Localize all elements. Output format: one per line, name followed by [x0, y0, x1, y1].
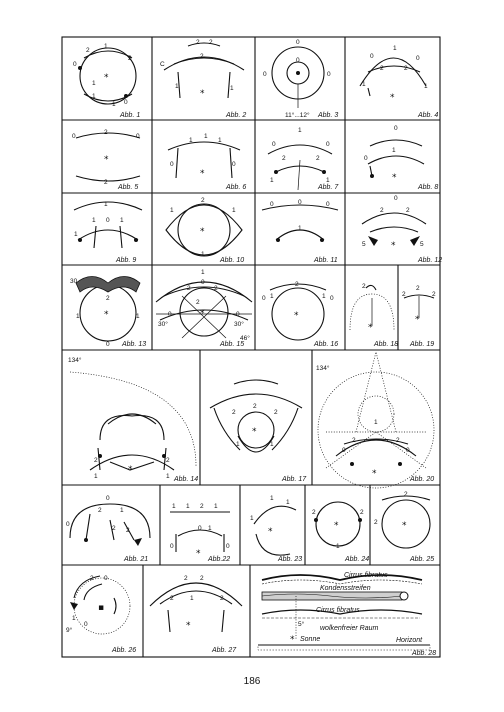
svg-text:0: 0: [66, 521, 70, 528]
svg-text:0: 0: [72, 133, 76, 140]
svg-text:2: 2: [380, 207, 384, 214]
svg-text:2: 2: [196, 299, 200, 306]
caption-abb-9: Abb. 9: [116, 257, 137, 264]
svg-text:*: *: [196, 549, 201, 559]
figure-abb-2: [160, 39, 246, 119]
svg-text:0: 0: [326, 141, 330, 148]
svg-text:0: 0: [168, 311, 172, 318]
svg-text:*: *: [294, 311, 299, 321]
caption-abb-26: Abb. 26: [112, 647, 137, 654]
figure-abb-25: [374, 491, 434, 563]
caption-abb-18: Abb. 18: [374, 341, 399, 348]
svg-text:0: 0: [170, 543, 174, 550]
svg-text:*: *: [368, 323, 373, 333]
svg-text:0: 0: [104, 575, 108, 582]
abb-26-angle: 9°: [66, 627, 73, 634]
caption-abb-23: Abb. 23: [278, 556, 303, 563]
svg-text:0: 0: [170, 161, 174, 168]
svg-text:0: 0: [406, 447, 410, 454]
svg-text:2: 2: [126, 527, 130, 534]
figure-abb-7: [268, 127, 339, 191]
svg-text:5: 5: [362, 241, 366, 248]
figure-abb-19: [402, 285, 436, 348]
svg-text:2: 2: [432, 291, 436, 298]
caption-abb-25: Abb. 25: [410, 556, 435, 563]
abb-28-clear-space: wolkenfreier Raum: [320, 625, 379, 632]
page-number: 186: [243, 676, 261, 687]
svg-text:0: 0: [106, 341, 110, 348]
svg-text:2: 2: [200, 53, 204, 60]
svg-text:0: 0: [394, 195, 398, 202]
svg-text:1: 1: [270, 177, 274, 184]
svg-text:5: 5: [420, 241, 424, 248]
svg-text:2: 2: [209, 39, 213, 46]
svg-text:1: 1: [92, 217, 96, 224]
svg-text:2: 2: [112, 525, 116, 532]
svg-text:1: 1: [201, 269, 205, 276]
svg-text:0: 0: [198, 525, 202, 532]
svg-text:1: 1: [250, 515, 254, 522]
svg-text:0: 0: [84, 621, 88, 628]
svg-text:0: 0: [270, 201, 274, 208]
svg-text:1: 1: [298, 127, 302, 134]
abb-15-bottom-angle: 46°: [240, 335, 250, 342]
svg-text:1: 1: [270, 441, 274, 448]
svg-text:0: 0: [298, 199, 302, 206]
svg-text:1: 1: [175, 83, 179, 90]
svg-text:1: 1: [232, 207, 236, 214]
svg-text:1: 1: [170, 207, 174, 214]
svg-text:*: *: [415, 315, 420, 325]
caption-abb-8: Abb. 8: [418, 184, 439, 191]
caption-abb-21: Abb. 21: [124, 556, 149, 563]
svg-text:C: C: [160, 61, 165, 68]
svg-text:2: 2: [128, 55, 132, 62]
svg-text:2: 2: [380, 65, 384, 72]
figure-abb-24: [312, 502, 369, 563]
svg-text:0: 0: [296, 39, 300, 46]
figure-abb-9: [74, 201, 142, 264]
svg-text:1: 1: [92, 93, 96, 100]
svg-text:2: 2: [282, 155, 286, 162]
svg-text:1: 1: [166, 473, 170, 480]
svg-text:0: 0: [106, 217, 110, 224]
svg-text:1: 1: [76, 313, 80, 320]
svg-text:0: 0: [226, 543, 230, 550]
svg-text:1: 1: [218, 137, 222, 144]
figure-abb-1: [73, 43, 140, 119]
svg-text:*: *: [372, 469, 377, 479]
figure-abb-17: [210, 380, 307, 483]
caption-abb-5: Abb. 5: [118, 184, 139, 191]
figure-abb-4: [360, 45, 438, 119]
svg-text:0: 0: [262, 295, 266, 302]
svg-text:1: 1: [94, 473, 98, 480]
svg-text:1: 1: [322, 293, 326, 300]
svg-text:2: 2: [402, 291, 406, 298]
abb-28-cirrus-top: Cirrus fibratus: [344, 572, 388, 579]
svg-text:2: 2: [106, 295, 110, 302]
svg-text:2: 2: [362, 283, 366, 290]
svg-text:2: 2: [166, 457, 170, 464]
svg-text:1: 1: [230, 85, 234, 92]
caption-abb-12: Abb. 12: [418, 257, 443, 264]
caption-abb-13: Abb. 13: [122, 341, 147, 348]
svg-text:2: 2: [104, 129, 108, 136]
svg-text:1: 1: [92, 80, 96, 87]
figure-abb-21: [66, 495, 150, 563]
svg-text:0: 0: [106, 495, 110, 502]
svg-text:1: 1: [326, 177, 330, 184]
svg-text:1: 1: [186, 503, 190, 510]
svg-text:1: 1: [204, 133, 208, 140]
svg-text:2: 2: [184, 575, 188, 582]
svg-text:2: 2: [90, 575, 94, 582]
caption-abb-7: Abb. 7: [318, 184, 339, 191]
svg-text:▪: ▪: [98, 603, 105, 613]
figure-abb-6: [168, 133, 246, 191]
svg-text:0: 0: [73, 61, 77, 68]
svg-text:*: *: [268, 527, 273, 537]
svg-text:2: 2: [253, 403, 257, 410]
abb-13-angle: 30: [70, 278, 78, 285]
abb-15-left-angle: 30°: [158, 321, 168, 328]
svg-text:2: 2: [396, 437, 400, 444]
svg-text:1: 1: [136, 313, 140, 320]
figure-abb-11: [262, 199, 338, 264]
svg-text:0: 0: [136, 133, 140, 140]
svg-text:*: *: [200, 169, 205, 179]
caption-abb-2: Abb. 2: [226, 112, 247, 119]
svg-text:0: 0: [263, 71, 267, 78]
svg-text:1: 1: [74, 231, 78, 238]
svg-text:2: 2: [98, 507, 102, 514]
svg-text:2: 2: [404, 491, 408, 498]
caption-abb-15: Abb. 15: [220, 341, 245, 348]
caption-abb-16: Abb. 16: [314, 341, 339, 348]
svg-text:2: 2: [374, 519, 378, 526]
svg-text:1: 1: [190, 595, 194, 602]
figure-abb-13: [70, 277, 146, 349]
caption-abb-22: Abb.22: [208, 556, 231, 563]
figure-abb-26: [66, 575, 136, 654]
svg-text:2: 2: [360, 509, 364, 516]
svg-text:1: 1: [201, 251, 205, 258]
figure-abb-15: [156, 269, 252, 348]
figure-abb-10: [166, 197, 244, 264]
svg-text:*: *: [391, 241, 396, 251]
abb-28-angle: 5°: [298, 621, 305, 628]
svg-text:1: 1: [392, 147, 396, 154]
svg-text:2: 2: [416, 285, 420, 292]
figure-abb-18: [350, 283, 398, 348]
figure-abb-3: [263, 39, 338, 119]
figure-abb-16: [262, 281, 338, 348]
svg-text:*: *: [252, 427, 257, 437]
svg-text:2: 2: [352, 437, 356, 444]
caption-abb-17: Abb. 17: [282, 476, 307, 483]
svg-text:*: *: [104, 310, 109, 320]
caption-abb-1: Abb. 1: [120, 112, 141, 119]
svg-text:2: 2: [316, 155, 320, 162]
caption-abb-11: Abb. 11: [314, 257, 338, 264]
svg-text:*: *: [334, 521, 339, 531]
abb-3-angles: 11°...12°: [285, 112, 310, 119]
svg-text:*: *: [390, 93, 395, 103]
abb-28-cirrus-bottom: Cirrus fibratus: [316, 607, 360, 614]
caption-abb-20: Abb. 20: [410, 476, 435, 483]
svg-text:1: 1: [298, 225, 302, 232]
svg-text:0: 0: [201, 279, 205, 286]
caption-abb-28: Abb. 28: [412, 650, 437, 657]
svg-text:2: 2: [170, 595, 174, 602]
caption-abb-10: Abb. 10: [220, 257, 245, 264]
svg-text:2: 2: [187, 285, 191, 292]
svg-text:*: *: [200, 309, 205, 319]
caption-abb-19: Abb. 19: [410, 341, 435, 348]
svg-text:1: 1: [112, 101, 116, 108]
svg-text:1: 1: [236, 441, 240, 448]
caption-abb-4: Abb. 4: [418, 112, 439, 119]
caption-abb-6: Abb. 6: [226, 184, 247, 191]
svg-text:1: 1: [120, 217, 124, 224]
svg-text:0: 0: [326, 201, 330, 208]
svg-text:1: 1: [424, 83, 428, 90]
svg-text:0: 0: [327, 71, 331, 78]
caption-abb-24: Abb. 24: [345, 556, 370, 563]
svg-text:0: 0: [296, 57, 300, 64]
svg-text:2: 2: [86, 47, 90, 54]
svg-text:1: 1: [189, 137, 193, 144]
svg-text:*: *: [104, 155, 109, 165]
svg-text:1: 1: [270, 495, 274, 502]
svg-text:*: *: [186, 621, 191, 631]
caption-abb-3: Abb. 3: [318, 112, 339, 119]
figure-abb-5: [72, 129, 140, 191]
figure-abb-14: [68, 356, 198, 483]
svg-text:2: 2: [406, 207, 410, 214]
figure-abb-23: [250, 495, 302, 563]
abb-28-sun: Sonne: [300, 636, 321, 643]
svg-text:1: 1: [286, 499, 290, 506]
svg-text:0: 0: [394, 125, 398, 132]
svg-text:1: 1: [336, 543, 340, 550]
svg-text:*: *: [128, 465, 133, 475]
svg-text:2: 2: [232, 409, 236, 416]
figure-abb-12: [362, 195, 442, 264]
abb-28-contrail: Kondensstreifen: [320, 585, 371, 592]
svg-text:1: 1: [104, 43, 108, 50]
figure-abb-20: [316, 352, 434, 488]
svg-text:0: 0: [364, 155, 368, 162]
svg-text:1: 1: [214, 503, 218, 510]
svg-text:2: 2: [220, 595, 224, 602]
svg-text:0: 0: [416, 55, 420, 62]
svg-text:0: 0: [236, 311, 240, 318]
abb-20-angle: 134°: [316, 365, 330, 372]
svg-text:1: 1: [374, 419, 378, 426]
svg-text:1: 1: [172, 503, 176, 510]
abb-14-angle: 134°: [68, 357, 82, 364]
figure-abb-22: [170, 503, 230, 563]
svg-text:0: 0: [272, 141, 276, 148]
svg-text:*: *: [200, 227, 205, 237]
svg-text:2: 2: [404, 65, 408, 72]
svg-text:2: 2: [214, 285, 218, 292]
svg-text:0: 0: [124, 99, 128, 106]
svg-text:*: *: [402, 521, 407, 531]
figure-abb-8: [364, 125, 438, 191]
svg-text:1: 1: [104, 201, 108, 208]
svg-text:1: 1: [72, 615, 76, 622]
svg-text:0: 0: [232, 161, 236, 168]
svg-text:1: 1: [120, 507, 124, 514]
svg-text:2: 2: [312, 509, 316, 516]
caption-abb-14: Abb. 14: [174, 476, 199, 483]
figure-abb-28: [258, 572, 436, 657]
svg-text:2: 2: [201, 197, 205, 204]
svg-text:2: 2: [200, 575, 204, 582]
svg-text:1: 1: [362, 81, 366, 88]
svg-text:*: *: [104, 73, 109, 83]
svg-text:1: 1: [208, 525, 212, 532]
svg-text:2: 2: [295, 281, 299, 288]
svg-text:2: 2: [274, 409, 278, 416]
svg-text:1: 1: [393, 45, 397, 52]
svg-text:*: *: [392, 173, 397, 183]
svg-text:0: 0: [330, 295, 334, 302]
svg-text:2: 2: [200, 503, 204, 510]
svg-text:*: *: [290, 635, 295, 645]
svg-text:*: *: [200, 89, 205, 99]
abb-15-right-angle: 30°: [234, 321, 244, 328]
abb-28-horizon: Horizont: [396, 637, 423, 644]
figure-abb-27: [150, 575, 242, 654]
caption-abb-27: Abb. 27: [212, 647, 237, 654]
svg-text:0: 0: [370, 53, 374, 60]
svg-text:0: 0: [342, 447, 346, 454]
svg-text:1: 1: [270, 293, 274, 300]
svg-text:2: 2: [94, 457, 98, 464]
svg-text:2: 2: [104, 179, 108, 186]
svg-text:2: 2: [196, 39, 200, 46]
